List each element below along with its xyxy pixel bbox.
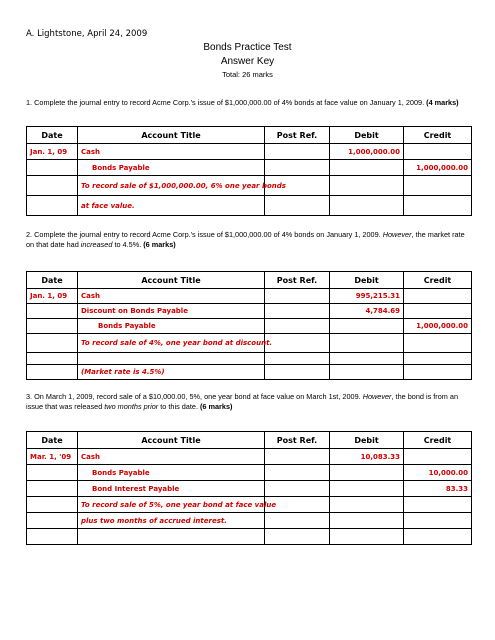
cell-post-ref: [265, 144, 330, 160]
cell-credit: [404, 304, 472, 319]
col-credit: Credit: [404, 272, 472, 289]
question-3-marks: (6 marks): [200, 402, 233, 411]
question-2-text-c: to 4.5%.: [112, 240, 144, 249]
author-date: A. Lightstone, April 24, 2009: [26, 29, 148, 39]
cell-credit: [404, 353, 472, 365]
table-row: [27, 465, 472, 481]
col-post-ref: Post Ref.: [265, 272, 330, 289]
document-title: Bonds Practice Test: [203, 42, 292, 53]
col-date: Date: [27, 432, 78, 449]
question-1-text: 1. Complete the journal entry to record Acme Corp.'s issue of $1,000,000.00 of 4% bonds at face value on January 1, 2009.: [26, 98, 427, 107]
cell-credit: 1,000,000.00: [404, 319, 472, 334]
cell-account: plus two months of accrued interest.: [78, 513, 265, 529]
cell-credit: [404, 289, 472, 304]
table-row: [27, 304, 472, 319]
cell-debit: [330, 160, 404, 176]
cell-date: [27, 481, 78, 497]
cell-credit: [404, 513, 472, 529]
table-header-row: [27, 272, 472, 289]
cell-debit: 1,000,000.00: [330, 144, 404, 160]
cell-credit: 10,000.00: [404, 465, 472, 481]
question-3-however: However: [362, 392, 392, 401]
total-marks: Total: 26 marks: [222, 70, 273, 79]
cell-account: at face value.: [78, 196, 265, 216]
question-3-text-b: , the bond is from an issue that was released: [26, 392, 459, 411]
cell-account: [78, 529, 265, 545]
cell-debit: [330, 196, 404, 216]
table-row: [27, 529, 472, 545]
cell-date: Mar. 1, '09: [27, 449, 78, 465]
cell-date: [27, 196, 78, 216]
question-2-however: However: [382, 230, 412, 239]
cell-debit: [330, 176, 404, 196]
table-row: [27, 365, 472, 380]
col-post-ref: Post Ref.: [265, 127, 330, 144]
cell-account: Cash: [78, 144, 265, 160]
cell-credit: [404, 529, 472, 545]
cell-account: Bond Interest Payable: [78, 481, 265, 497]
cell-debit: [330, 353, 404, 365]
cell-date: [27, 365, 78, 380]
cell-account: To record sale of 4%, one year bond at discount.: [78, 334, 265, 353]
cell-post-ref: [265, 334, 330, 353]
cell-debit: 10,083.33: [330, 449, 404, 465]
cell-post-ref: [265, 319, 330, 334]
table-row: [27, 160, 472, 176]
cell-account: To record sale of $1,000,000.00, 6% one year bonds: [78, 176, 265, 196]
cell-debit: [330, 529, 404, 545]
cell-debit: [330, 513, 404, 529]
cell-credit: [404, 334, 472, 353]
col-account-title: Account Title: [78, 272, 265, 289]
cell-credit: 1,000,000.00: [404, 160, 472, 176]
cell-date: [27, 176, 78, 196]
cell-credit: 83.33: [404, 481, 472, 497]
col-post-ref: Post Ref.: [265, 432, 330, 449]
table-row: [27, 289, 472, 304]
cell-post-ref: [265, 529, 330, 545]
table-row: [27, 334, 472, 353]
cell-post-ref: [265, 513, 330, 529]
cell-account: Discount on Bonds Payable: [78, 304, 265, 319]
cell-post-ref: [265, 365, 330, 380]
cell-account: Bonds Payable: [78, 465, 265, 481]
question-2-marks: (6 marks): [143, 240, 176, 249]
cell-account: (Market rate is 4.5%): [78, 365, 265, 380]
cell-date: [27, 353, 78, 365]
table-header-row: [27, 127, 472, 144]
cell-date: [27, 513, 78, 529]
table-row: [27, 144, 472, 160]
table-row: [27, 319, 472, 334]
col-debit: Debit: [330, 272, 404, 289]
question-2-increased: increased: [80, 240, 113, 249]
cell-account: To record sale of 5%, one year bond at face value: [78, 497, 265, 513]
cell-debit: [330, 365, 404, 380]
journal-table-3: [26, 431, 472, 545]
cell-date: [27, 304, 78, 319]
cell-account: Cash: [78, 449, 265, 465]
cell-credit: [404, 497, 472, 513]
cell-account: Cash: [78, 289, 265, 304]
cell-debit: [330, 319, 404, 334]
question-3-two-months: two months prior: [104, 402, 159, 411]
col-debit: Debit: [330, 432, 404, 449]
cell-credit: [404, 196, 472, 216]
table-row: [27, 353, 472, 365]
question-2-text-a: 2. Complete the journal entry to record Acme Corp.'s issue of $1,000,000.00 of 4% bonds on January 1, 2009.: [26, 230, 383, 239]
question-2: [26, 230, 471, 250]
cell-credit: [404, 365, 472, 380]
col-account-title: Account Title: [78, 127, 265, 144]
cell-date: [27, 334, 78, 353]
cell-date: Jan. 1, 09: [27, 144, 78, 160]
document-subtitle: Answer Key: [220, 56, 275, 67]
cell-date: [27, 497, 78, 513]
question-3-text-a: 3. On March 1, 2009, record sale of a $10,000.00, 5%, one year bond at face value on March 1st, 2009.: [26, 392, 363, 401]
cell-date: [27, 465, 78, 481]
cell-debit: [330, 334, 404, 353]
cell-post-ref: [265, 289, 330, 304]
col-debit: Debit: [330, 127, 404, 144]
col-date: Date: [27, 272, 78, 289]
table-row: [27, 497, 472, 513]
cell-debit: [330, 465, 404, 481]
col-credit: Credit: [404, 127, 472, 144]
table-row: [27, 196, 472, 216]
cell-date: [27, 319, 78, 334]
cell-post-ref: [265, 304, 330, 319]
table-row: [27, 481, 472, 497]
question-1-marks: (4 marks): [426, 98, 459, 107]
cell-post-ref: [265, 353, 330, 365]
cell-debit: [330, 497, 404, 513]
cell-account: Bonds Payable: [78, 319, 265, 334]
cell-post-ref: [265, 160, 330, 176]
table-row: [27, 449, 472, 465]
col-credit: Credit: [404, 432, 472, 449]
col-account-title: Account Title: [78, 432, 265, 449]
journal-table-1: [26, 126, 472, 216]
question-3: [26, 392, 471, 412]
table-header-row: [27, 432, 472, 449]
cell-post-ref: [265, 449, 330, 465]
col-date: Date: [27, 127, 78, 144]
question-2-text-b: , the market rate on that date had: [26, 230, 465, 249]
cell-account: [78, 353, 265, 365]
cell-credit: [404, 144, 472, 160]
cell-credit: [404, 449, 472, 465]
cell-date: Jan. 1, 09: [27, 289, 78, 304]
cell-debit: [330, 481, 404, 497]
table-row: [27, 513, 472, 529]
cell-post-ref: [265, 196, 330, 216]
cell-debit: 4,784.69: [330, 304, 404, 319]
cell-date: [27, 160, 78, 176]
cell-credit: [404, 176, 472, 196]
question-3-text-c: to this date.: [158, 402, 200, 411]
journal-table-2: [26, 271, 472, 380]
cell-account: Bonds Payable: [78, 160, 265, 176]
cell-post-ref: [265, 481, 330, 497]
cell-post-ref: [265, 465, 330, 481]
cell-date: [27, 529, 78, 545]
question-1: [26, 98, 471, 108]
cell-debit: 995,215.31: [330, 289, 404, 304]
table-row: [27, 176, 472, 196]
